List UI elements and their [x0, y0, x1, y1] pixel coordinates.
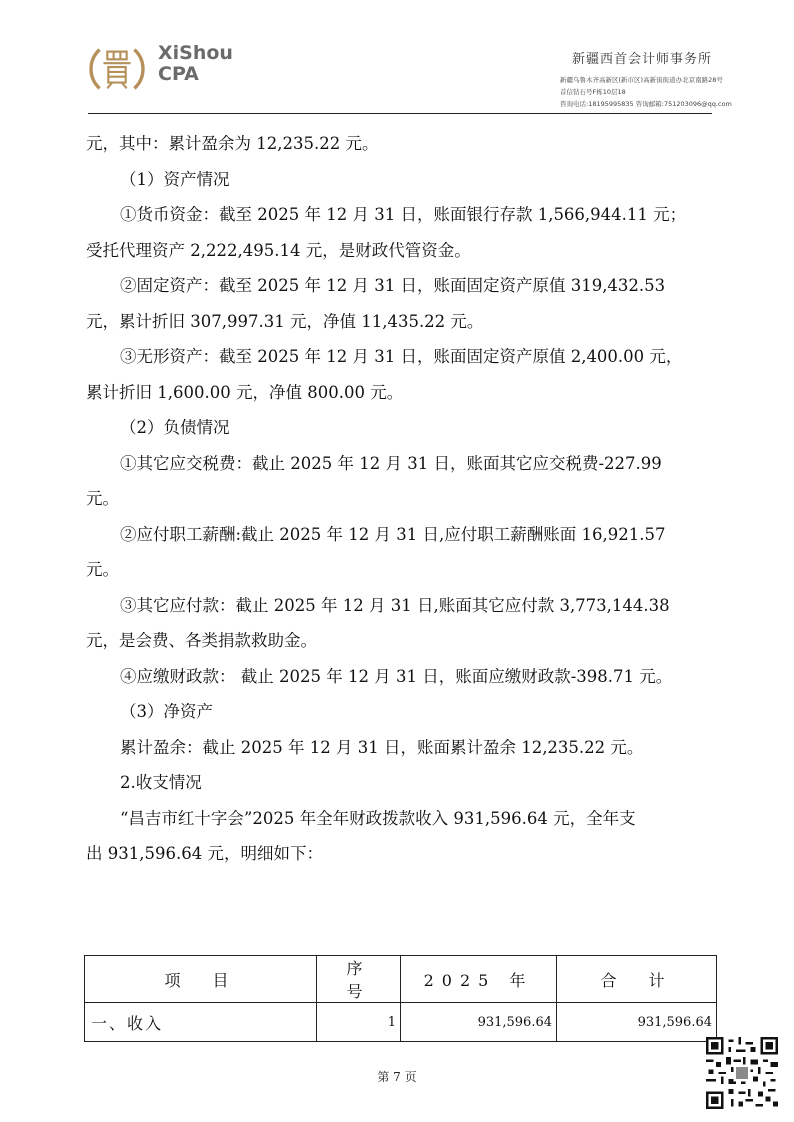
firm-contact: 咨询电话:18195995835 咨询邮箱:751203096@qq.com — [560, 100, 732, 108]
column-header: 2025 年 — [401, 956, 557, 1003]
paragraph-line: ④应缴财政款： 截止 2025 年 12 月 31 日，账面应缴财政款-398.71 元。 — [120, 666, 673, 686]
paragraph-line: ①其它应交税费：截止 2025 年 12 月 31 日，账面其它应交税费-227.99 — [120, 453, 662, 473]
xishou-seal-icon — [88, 40, 146, 98]
table-cell-seq: 1 — [317, 1003, 401, 1042]
table-row — [85, 1003, 717, 1042]
section-heading-assets: （1）资产情况 — [120, 169, 230, 189]
column-header: 合 计 — [557, 956, 717, 1003]
logo-line-1: XiShou — [158, 42, 233, 64]
section-heading-income-expense: 2.收支情况 — [120, 773, 202, 792]
section-heading-net-assets: （3）净资产 — [120, 702, 213, 721]
paragraph-line: 元，其中：累计盈余为 12,235.22 元。 — [86, 134, 379, 153]
firm-contact-block — [560, 74, 732, 110]
paragraph-line: “昌吉市红十字会”2025 年全年财政拨款收入 931,596.64 元，全年支 — [120, 808, 636, 828]
column-header: 项 目 — [85, 956, 317, 1003]
firm-address-line-2: 首信钻石号F栋10层18 — [560, 88, 626, 96]
paragraph-line: 累计折旧 1,600.00 元，净值 800.00 元。 — [86, 382, 404, 402]
paragraph-line: 出 931,596.64 元，明细如下： — [86, 844, 323, 863]
paragraph-line: 元，累计折旧 307,997.31 元，净值 11,435.22 元。 — [86, 311, 484, 331]
paragraph-line: ③其它应付款：截止 2025 年 12 月 31 日,账面其它应付款 3,773,144.38 — [120, 595, 670, 615]
firm-address-line-1: 新疆乌鲁木齐高新区(新市区)高新街街道办北京南路28号 — [560, 76, 723, 84]
paragraph-line: 累计盈余：截止 2025 年 12 月 31 日，账面累计盈余 12,235.22 元。 — [120, 737, 644, 757]
header-divider — [88, 113, 712, 114]
section-heading-liabilities: （2）负债情况 — [120, 418, 230, 437]
column-header: 序 号 — [317, 956, 401, 1003]
paragraph-line: 元。 — [86, 489, 119, 508]
qr-code-icon — [706, 1037, 778, 1109]
table-cell-item: 一、收入 — [85, 1003, 317, 1042]
table-cell-year: 931,596.64 — [401, 1003, 557, 1042]
paragraph-line: ③无形资产：截至 2025 年 12 月 31 日，账面固定资产原值 2,400.00 元， — [120, 347, 683, 366]
table-header-row — [85, 956, 717, 1003]
paragraph-line: ②固定资产：截至 2025 年 12 月 31 日，账面固定资产原值 319,432.53 — [120, 276, 666, 295]
page-number: 第 7 页 — [377, 1070, 417, 1084]
logo-line-2: CPA — [158, 63, 199, 85]
income-table — [84, 955, 717, 1042]
firm-name: 新疆西首会计师事务所 — [571, 52, 712, 67]
paragraph-line: 元。 — [86, 560, 119, 579]
paragraph-line: 元，是会费、各类捐款救助金。 — [86, 631, 317, 650]
logo-wordmark — [158, 43, 233, 85]
table-cell-total: 931,596.64 — [557, 1003, 717, 1042]
paragraph-line: ②应付职工薪酬:截止 2025 年 12 月 31 日,应付职工薪酬账面 16,921.57 — [120, 524, 666, 544]
document-body — [86, 126, 714, 872]
page-header — [88, 36, 732, 112]
paragraph-line: 受托代理资产 2,222,495.14 元，是财政代管资金。 — [86, 240, 471, 260]
paragraph-line: ①货币资金：截至 2025 年 12 月 31 日，账面银行存款 1,566,944.11 元； — [120, 205, 687, 224]
